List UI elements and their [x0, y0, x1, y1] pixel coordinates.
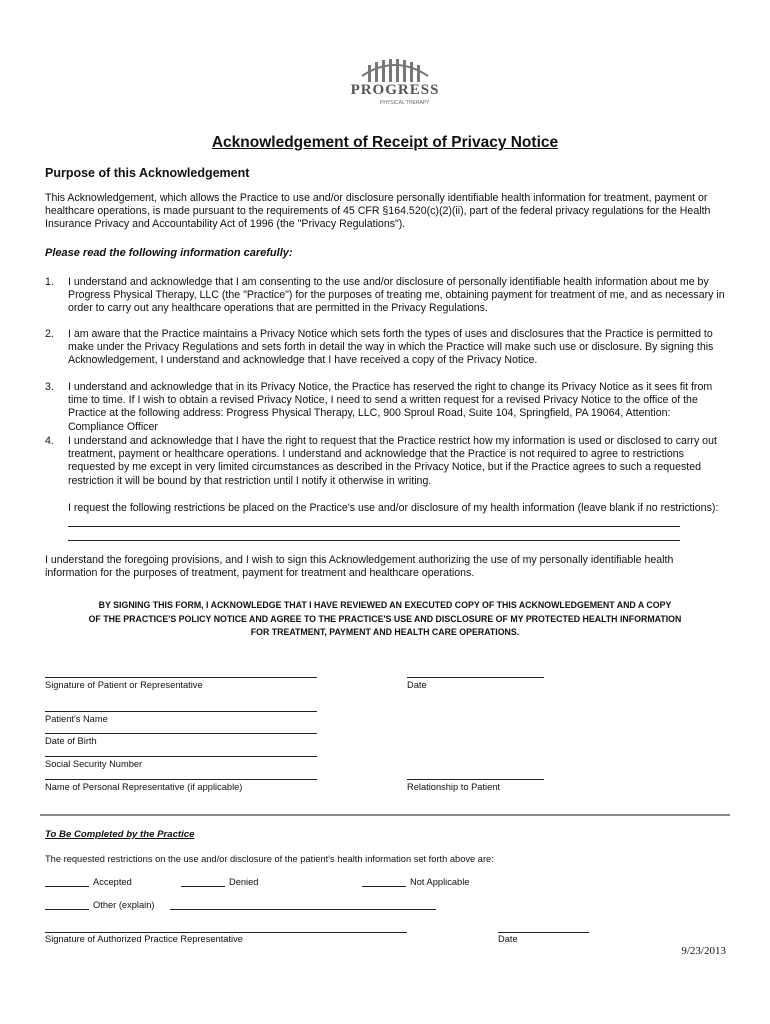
- date-label: Date: [407, 680, 427, 690]
- logo-subtitle: PHYSICAL THERAPY: [380, 100, 430, 106]
- item-1-text: I understand and acknowledge that I am consenting to the use and/or disclosure of personally identifiable health information about me by Progress Physical Therapy, LLC (the "Practice") for the purposes of treating me, obtaining payment for treatment of me, and as necessary in order to carry out any healthcare operations that are permitted in the Privacy Regulations.: [68, 276, 725, 315]
- page-title: Acknowledgement of Receipt of Privacy Notice: [211, 134, 559, 151]
- item-4-text: I understand and acknowledge that I have the right to request that the Practice restrict how my information is used or disclosed to carry out treatment, payment or healthcare operations. I understand and acknowledge that the Practice is not required to agree to restrictions requested by me except in very limited circumstances as described in the Privacy Notice, but if the Practice agrees to such a requested restriction it will be bound by that restriction until I notify it otherwise in writing.: [68, 435, 717, 487]
- auth-signature-line[interactable]: [45, 932, 407, 933]
- item-3-number: 3.: [45, 381, 54, 393]
- patient-name-line[interactable]: [45, 711, 317, 712]
- other-explain-line[interactable]: [170, 909, 436, 910]
- denied-blank[interactable]: [181, 886, 225, 887]
- other-blank[interactable]: [45, 909, 89, 910]
- progress-logo: [340, 52, 450, 108]
- caps-line-1: BY SIGNING THIS FORM, I ACKNOWLEDGE THAT I HAVE REVIEWED AN EXECUTED COPY OF THIS ACKNOWLEDGEMENT AND A COPY: [98, 600, 672, 610]
- ssn-line[interactable]: [45, 756, 317, 757]
- purpose-text: This Acknowledgement, which allows the Practice to use and/or disclosure personally identifiable health information for treatment, payment or healthcare operations, is made pursuant to the requirements of 45 CFR §164.520(c)(2)(ii), part of the federal privacy regulations for the Health Insurance Privacy and Accountability Act of 1996 (the "Privacy Regulations").: [45, 192, 711, 231]
- rep-name-line[interactable]: [45, 779, 317, 780]
- date-line[interactable]: [407, 677, 544, 678]
- practice-heading: To Be Completed by the Practice: [45, 829, 195, 840]
- dob-label: Date of Birth: [45, 736, 97, 746]
- restriction-request: I request the following restrictions be placed on the Practice's use and/or disclosure of my health information (leave blank if no restrictions):: [68, 502, 719, 514]
- auth-signature-label: Signature of Authorized Practice Representative: [45, 934, 243, 944]
- restriction-line-2[interactable]: [68, 540, 680, 541]
- purpose-heading: Purpose of this Acknowledgement: [45, 166, 250, 180]
- signature-label: Signature of Patient or Representative: [45, 680, 203, 690]
- rep-name-label: Name of Personal Representative (if applicable): [45, 782, 243, 792]
- item-2-text: I am aware that the Practice maintains a Privacy Notice which sets forth the types of uses and disclosures that the Practice is permitted to make under the Privacy Regulations and sets forth in detail the way in which the Practice will make such use or disclosure. By signing this Acknowledgement, I understand and acknowledge that I have received a copy of the Privacy Notice.: [68, 328, 714, 367]
- practice-date-line[interactable]: [498, 932, 589, 933]
- practice-intro: The requested restrictions on the use and/or disclosure of the patient's health information set forth above are:: [45, 854, 494, 864]
- item-2-number: 2.: [45, 328, 54, 340]
- signature-line[interactable]: [45, 677, 317, 678]
- relationship-label: Relationship to Patient: [407, 782, 501, 792]
- dob-line[interactable]: [45, 733, 317, 734]
- relationship-line[interactable]: [407, 779, 544, 780]
- not-applicable-label: Not Applicable: [410, 877, 470, 887]
- accepted-blank[interactable]: [45, 886, 89, 887]
- item-3-text: I understand and acknowledge that in its Privacy Notice, the Practice has reserved the right to change its Privacy Notice as it sees fit from time to time. If I wish to obtain a revised Privacy Notice, I need to send a written request for a revised Privacy Notice to the office of the Practice at the following address: Progress Physical Therapy, LLC, 900 Sproul Road, Suite 104, Springfield, PA 19064, Attention: Compliance Officer: [68, 381, 713, 433]
- caps-line-2: OF THE PRACTICE'S POLICY NOTICE AND AGREE TO THE PRACTICE'S USE AND DISCLOSURE OF MY PROTECTED HEALTH INFORMATION: [88, 613, 682, 624]
- footer-date: 9/23/2013: [681, 945, 726, 957]
- section-divider: [40, 814, 730, 816]
- logo-text: PROGRESS: [350, 82, 440, 98]
- caps-line-3: FOR TREATMENT, PAYMENT AND HEALTH CARE OPERATIONS.: [250, 627, 520, 637]
- patient-name-label: Patient's Name: [45, 714, 108, 724]
- denied-label: Denied: [229, 877, 259, 887]
- foregoing-text: I understand the foregoing provisions, and I wish to sign this Acknowledgement authorizing the use of my personally identifiable health information for the purposes of treatment, payment for treatment and healthcare operations.: [45, 554, 674, 580]
- ssn-label: Social Security Number: [45, 759, 143, 769]
- item-4-number: 4.: [45, 435, 54, 447]
- other-label: Other (explain): [93, 900, 155, 910]
- instruction: Please read the following information carefully:: [45, 247, 293, 259]
- practice-date-label: Date: [498, 934, 518, 944]
- accepted-label: Accepted: [93, 877, 132, 887]
- item-1-number: 1.: [45, 276, 54, 288]
- not-applicable-blank[interactable]: [362, 886, 406, 887]
- acknowledgement-caps: [0, 599, 770, 640]
- restriction-line-1[interactable]: [68, 526, 680, 527]
